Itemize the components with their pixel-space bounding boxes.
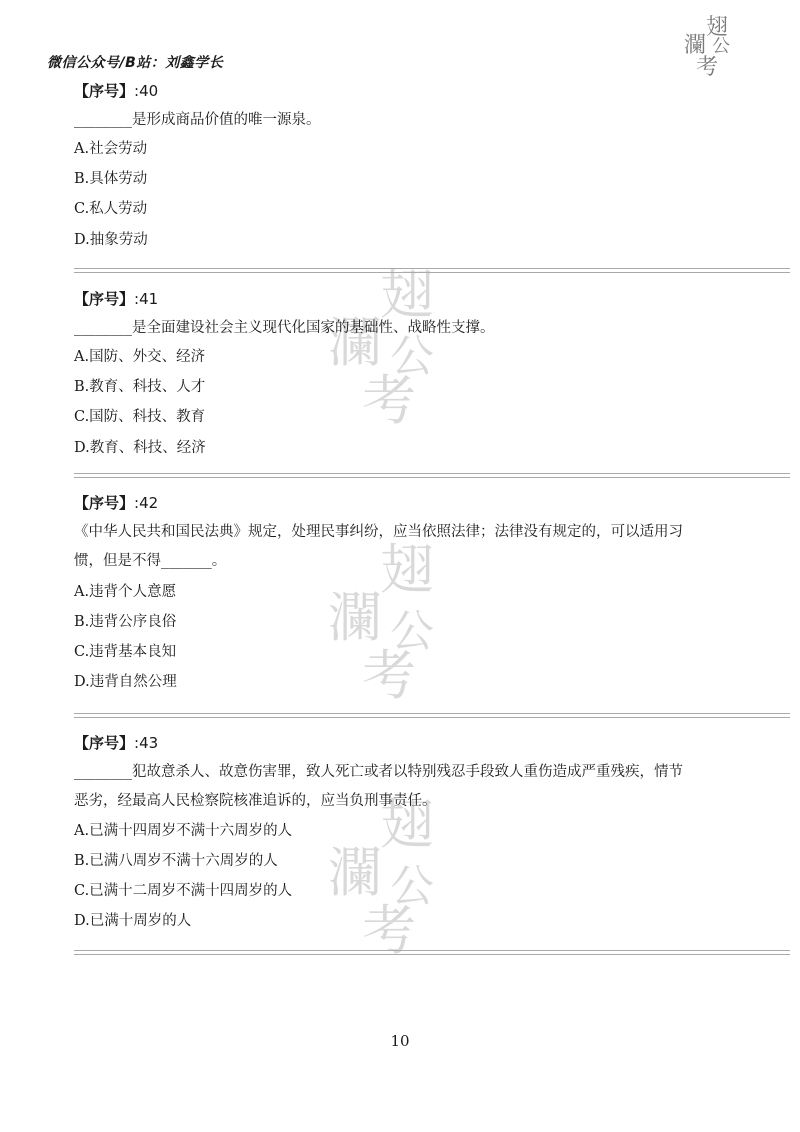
question-block xyxy=(74,492,764,707)
option-a: A.违背个人意愿 xyxy=(74,584,177,600)
question-block xyxy=(74,732,764,932)
option-b: B.具体劳动 xyxy=(74,171,148,187)
question-stem: ________是形成商品价值的唯一源泉。 xyxy=(74,112,321,128)
question-stem: 《中华人民共和国民法典》规定，处理民事纠纷，应当依照法律；法律没有规定的，可以适用习 xyxy=(74,524,683,540)
page-number: 10 xyxy=(390,1032,410,1050)
question-number: 【序号】:41 xyxy=(74,290,159,308)
option-b: B.教育、科技、人才 xyxy=(74,379,206,395)
question-stem: ________犯故意杀人、故意伤害罪，致人死亡或者以特别残忍手段致人重伤造成严重残疾，情节 xyxy=(74,764,683,780)
option-c: C.国防、科技、教育 xyxy=(74,409,206,425)
option-b: B.违背公序良俗 xyxy=(74,614,177,630)
option-b: B.已满八周岁不满十六周岁的人 xyxy=(74,853,278,869)
question-block xyxy=(74,80,764,250)
option-d: D.违背自然公理 xyxy=(74,674,177,690)
question-stem-continued: 惯，但是不得_______。 xyxy=(74,553,227,569)
option-a: A.国防、外交、经济 xyxy=(74,349,206,365)
divider xyxy=(74,713,790,718)
divider xyxy=(74,473,790,478)
divider xyxy=(74,268,790,273)
option-a: A.社会劳动 xyxy=(74,141,148,157)
option-c: C.私人劳动 xyxy=(74,201,148,217)
logo-stamp: 翅 瀾 公 考 xyxy=(684,15,730,80)
header-note: 微信公众号/B站：刘鑫学长 xyxy=(47,55,224,71)
question-stem: ________是全面建设社会主义现代化国家的基础性、战略性支撑。 xyxy=(74,320,495,336)
question-number: 【序号】:42 xyxy=(74,494,159,512)
question-number: 【序号】:40 xyxy=(74,82,159,100)
option-d: D.抽象劳动 xyxy=(74,232,148,248)
option-c: C.违背基本良知 xyxy=(74,644,177,660)
divider xyxy=(74,950,790,955)
option-c: C.已满十二周岁不满十四周岁的人 xyxy=(74,883,293,899)
watermark: 翅 瀾 公 考 xyxy=(328,538,434,707)
option-a: A.已满十四周岁不满十六周岁的人 xyxy=(74,823,293,839)
question-stem-continued: 恶劣，经最高人民检察院核准追诉的，应当负刑事责任。 xyxy=(74,793,437,809)
question-block xyxy=(74,288,764,458)
question-number: 【序号】:43 xyxy=(74,734,159,752)
watermark: 翅 瀾 公 考 xyxy=(328,263,434,432)
watermark: 翅 瀾 公 考 xyxy=(328,793,434,962)
option-d: D.已满十周岁的人 xyxy=(74,913,192,929)
option-d: D.教育、科技、经济 xyxy=(74,440,206,456)
